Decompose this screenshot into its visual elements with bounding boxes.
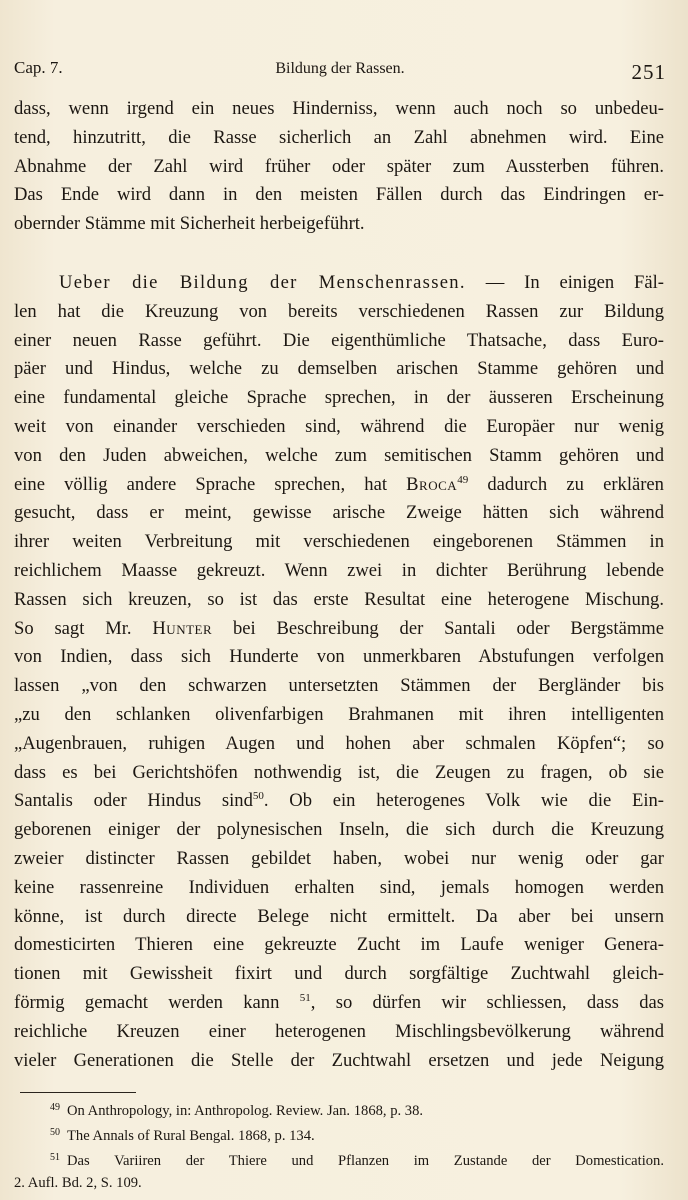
text-line: könne, ist durch directe Belege nicht ermittelt. Da aber bei unsern [14,905,664,927]
running-head [14,56,666,86]
text-line [14,989,664,1018]
footnote-mark: 50 [50,1127,60,1138]
text-line: zweier distincter Rassen gebildet haben, wobei nur wenig oder gar [14,847,664,869]
paragraph-human-races [14,269,664,1075]
text-line: reichliche Kreuzen einer heterogenen Mischlingsbevölkerung während [14,1020,664,1042]
footnote-continuation: 2. Aufl. Bd. 2, S. 109. [14,1175,142,1191]
text-fragment: Santalis oder Hindus sind [14,790,253,812]
text-line: „Augenbrauen, ruhigen Augen und hohen aber schmalen Köpfen“; so [14,732,664,754]
text-line [14,269,664,298]
footnote-mark: 49 [50,1102,60,1113]
page-number: 251 [631,60,666,84]
footnote-ref: 51 [299,991,311,1004]
section-heading: Ueber die Bildung der Menschenrassen. [59,272,466,293]
chapter-label: Cap. 7. [14,58,63,77]
text-line: tionen mit Gewissheit fixirt und durch sorgfältige Zuchtwahl gleich- [14,963,664,985]
text-line: dass, wenn irgend ein neues Hinderniss, wenn auch noch so unbedeu- [14,98,664,119]
text-line: päer und Hindus, welche zu demselben arischen Stamme gehören und [14,358,664,380]
text-line [14,787,664,816]
footnote-mark: 51 [50,1152,60,1163]
text-line: „zu den schlanken olivenfarbigen Brahmanen mit ihren intelligenten [14,703,664,725]
text-line: von Indien, dass sich Hunderte von unmerkbaren Abstufungen verfolgen [14,646,664,668]
author-name: Broca [406,473,458,495]
text-line: Rassen sich kreuzen, so ist das erste Resultat eine heterogene Mischung. [14,588,664,610]
text-fragment: So sagt Mr. [14,617,132,639]
footnote-text: The Annals of Rural Bengal. 1868, p. 134. [67,1128,315,1144]
text-line: geborenen einiger der polynesischen Inseln, die sich durch die Kreuzung [14,819,664,841]
footnote-text: On Anthropology, in: Anthropolog. Review. Jan. 1868, p. 38. [67,1103,424,1119]
text-line: obernder Stämme mit Sicherheit herbeigeführt. [14,213,365,235]
text-line: von den Juden abweichen, welche zum semitischen Stamm gehören und [14,444,664,466]
text-line: einer neuen Rasse geführt. Die eigenthümliche Thatsache, dass Euro- [14,329,664,351]
footnote-ref: 49 [457,473,469,486]
text-fragment: , so dürfen wir schliessen, dass das [310,991,664,1013]
author-name: Hunter [152,617,213,639]
text-line [14,471,664,500]
text-line: ihrer weiten Verbreitung mit verschiedenen eingeborenen Stämmen in [14,531,664,553]
text-fragment: — In einigen Fäl- [485,272,664,293]
text-line: dass es bei Gerichtshöfen nothwendig ist, die Zeugen zu fragen, ob sie [14,761,664,783]
text-fragment: dadurch zu erklären [487,473,664,495]
paragraph-continuation [14,95,664,239]
text-fragment: bei Beschreibung der Santali oder Bergstämme [232,617,665,639]
text-line: lassen „von den schwarzen untersetzten Stämmen der Bergländer bis [14,675,664,697]
text-fragment: . Ob ein heterogenes Volk wie die Ein- [263,790,665,812]
text-line: Das Ende wird dann in den meisten Fällen durch das Eindringen er- [14,184,664,206]
footnotes [14,1097,664,1194]
text-line: vieler Generationen die Stelle der Zuchtwahl ersetzen und jede Neigung [14,1049,664,1071]
text-line: domesticirten Thieren eine gekreuzte Zucht im Laufe weniger Genera- [14,934,664,956]
footnote-text: Das Variiren der Thiere und Pflanzen im Zustande der Domestication. [67,1153,664,1169]
text-line: gesucht, dass er meint, gewisse arische Zweige hätten sich während [14,502,664,524]
footnote [14,1147,664,1172]
running-title: Bildung der Rassen. [275,60,405,77]
text-fragment: eine völlig andere Sprache sprechen, hat [14,473,387,495]
footnote [14,1097,664,1122]
text-line: eine fundamental gleiche Sprache sprechen, in der äusseren Erscheinung [14,387,664,409]
text-line: len hat die Kreuzung von bereits verschiedenen Rassen zur Bildung [14,300,664,322]
footnote-ref: 50 [252,790,264,803]
text-line: Abnahme der Zahl wird früher oder später zum Aussterben führen. [14,155,664,177]
footnote-divider [20,1092,136,1093]
footnote [14,1122,664,1147]
text-line: weit von einander verschieden sind, während die Europäer nur wenig [14,415,664,437]
text-fragment: förmig gemacht werden kann [14,991,280,1013]
text-line [14,615,664,644]
text-line: reichlichem Maasse gekreuzt. Wenn zwei in dichter Berührung lebende [14,559,664,581]
text-line: tend, hinzutritt, die Rasse sicherlich an Zahl abnehmen wird. Eine [14,126,664,148]
text-line: keine rassenreine Individuen erhalten sind, jemals homogen werden [14,876,664,898]
